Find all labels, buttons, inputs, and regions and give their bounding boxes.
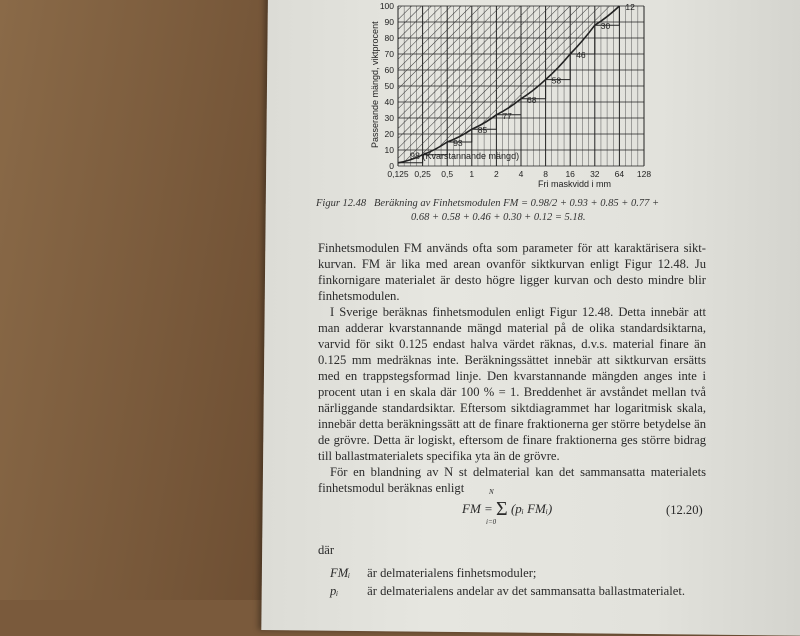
x-tick-label: 8 bbox=[543, 169, 548, 179]
y-tick-label: 30 bbox=[384, 113, 394, 123]
definition-symbol: FMᵢ bbox=[330, 566, 351, 580]
formula-12-20 bbox=[462, 488, 553, 526]
step-label: 93 bbox=[453, 138, 463, 148]
y-tick-label: 20 bbox=[384, 129, 394, 139]
x-tick-label: 16 bbox=[565, 169, 575, 179]
paragraph-1: Finhetsmodulen FM används ofta som parameter för att karaktärisera sikt-kurvan. FM är lika med arean ovanför siktkurvan enligt Figur 12.48. Ju finkornigare materialet är desto högre ligger kurvan och desto mindre blir finhetsmodulen. bbox=[318, 241, 706, 303]
x-tick-label: 0,25 bbox=[414, 169, 431, 179]
step-label: 46 bbox=[576, 50, 586, 60]
definition-fm bbox=[330, 566, 536, 581]
sum-symbol: Σ bbox=[496, 498, 508, 520]
step-label: 85 bbox=[477, 125, 488, 136]
y-tick-label: 60 bbox=[384, 65, 394, 75]
definition-text: är delmaterialens finhetsmoduler; bbox=[367, 566, 537, 580]
x-tick-labels bbox=[387, 169, 651, 179]
y-axis-label: Passerande mängd, viktprocent bbox=[370, 21, 380, 148]
x-tick-label: 0,125 bbox=[387, 169, 409, 179]
paragraph-2: I Sverige beräknas finhetsmodulen enligt Figur 12.48. Detta innebär att man adderar kvarstannande mängd material på de olika standardsiktarna, varvid för sikt 0.125 endast halva värdet räknas, d.v.s. material finare än 0.125 mm medräknas inte. Beräkningssättet innebär att siktkurvan ersätts med en trappstegsformad linje. Den kvarstannande mängden anges inte i procent utan i en skala där 100 % = 1. Breddenhet är avståndet mellan två närliggande standardsiktar. Eftersom siktdiagrammet har logaritmisk skala, innebär detta beräkningssätt att de finare fraktionerna ger större betydelse än de grövre. Detta är logiskt, eftersom de finare fraktionerna ges större bidrag till ballastmaterialets specifika yta än de grövre. bbox=[318, 305, 706, 463]
x-tick-label: 128 bbox=[636, 169, 652, 179]
step-label: 68 bbox=[527, 94, 537, 105]
sum-lower-limit: i=0 bbox=[486, 518, 497, 526]
x-tick-label: 2 bbox=[494, 169, 499, 179]
x-tick-label: 1 bbox=[469, 169, 475, 179]
step-label: 12 bbox=[625, 2, 635, 12]
y-tick-label: 40 bbox=[384, 97, 394, 107]
curve-label: 98 (Kvarstannande mängd) bbox=[410, 151, 520, 161]
y-tick-label: 90 bbox=[384, 17, 394, 27]
formula-lhs: FM = bbox=[462, 501, 493, 516]
definition-p bbox=[330, 584, 685, 599]
body-text bbox=[318, 240, 706, 496]
definition-text: är delmaterialens andelar av det sammansatta ballastmaterialet. bbox=[367, 584, 686, 598]
x-tick-label: 4 bbox=[518, 169, 524, 179]
paragraph-3: För en blandning av N st delmaterial kan det sammansatta materialets finhetsmodul beräknas enligt bbox=[318, 465, 706, 495]
caption-line-2: 0.68 + 0.58 + 0.46 + 0.30 + 0.12 = 5.18. bbox=[411, 212, 586, 223]
step-label: 77 bbox=[502, 110, 512, 121]
y-tick-label: 80 bbox=[384, 33, 394, 43]
y-tick-label: 0 bbox=[389, 161, 394, 171]
figure-caption bbox=[316, 197, 716, 225]
x-tick-label: 64 bbox=[614, 169, 625, 179]
definition-symbol: pᵢ bbox=[330, 584, 339, 598]
x-tick-label: 0,5 bbox=[441, 169, 454, 179]
y-tick-label: 100 bbox=[379, 1, 394, 11]
x-tick-label: 32 bbox=[590, 169, 600, 179]
caption-line-1: Beräkning av Finhetsmodulen FM = 0.98/2 + 0.93 + 0.85 + 0.77 + bbox=[374, 198, 660, 209]
sum-upper-limit: N bbox=[489, 488, 494, 496]
y-tick-label: 10 bbox=[384, 145, 394, 155]
equation-number: (12.20) bbox=[666, 503, 703, 517]
sieve-curve-chart bbox=[352, 0, 662, 196]
figure-label: Figur 12.48 bbox=[316, 198, 367, 209]
formula-rhs: (pᵢ FMᵢ) bbox=[510, 501, 553, 516]
step-label: 30 bbox=[600, 21, 611, 32]
y-tick-labels bbox=[380, 1, 394, 171]
y-tick-label: 50 bbox=[384, 81, 394, 91]
step-label: 58 bbox=[551, 75, 562, 86]
x-axis-label: Fri maskvidd i mm bbox=[538, 179, 612, 189]
y-tick-label: 70 bbox=[384, 49, 394, 59]
dar-label: där bbox=[318, 543, 335, 557]
